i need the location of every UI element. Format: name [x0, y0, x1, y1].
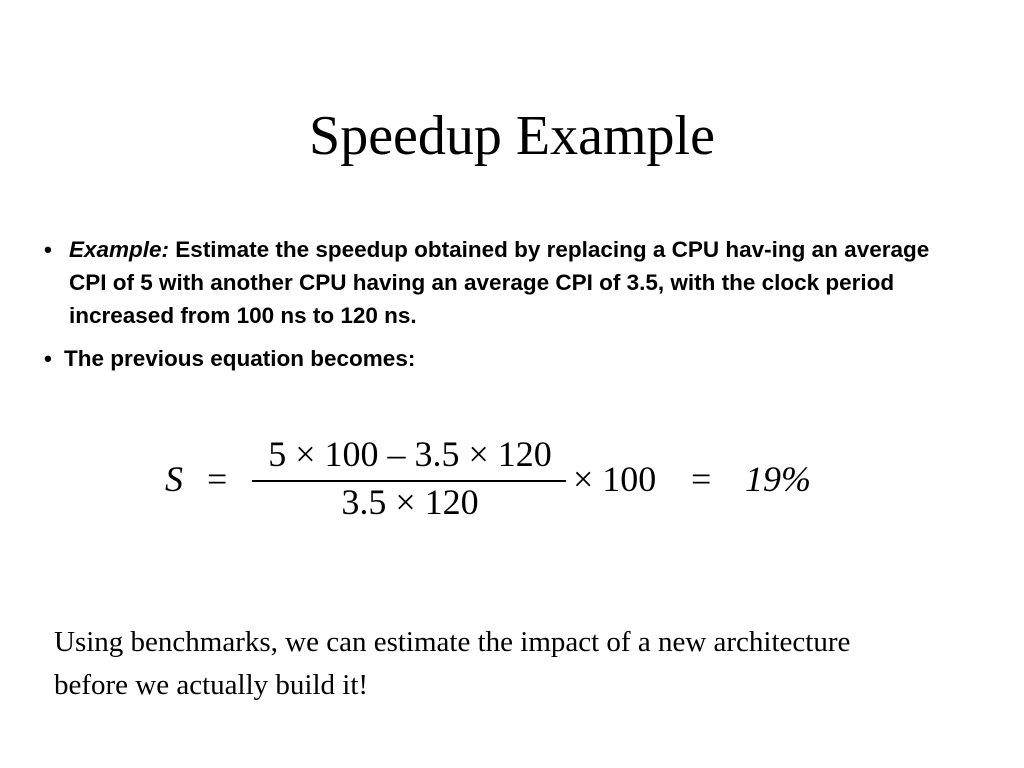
equation-fraction — [250, 434, 570, 524]
equation-denominator: 3.5 × 120 — [341, 482, 479, 522]
example-lead-label: Example: — [69, 237, 170, 262]
slide-title: Speedup Example — [309, 105, 715, 167]
equation-equals-sign-2: = — [691, 459, 712, 499]
bullet-list — [44, 233, 964, 375]
equation-equals-sign: = — [207, 459, 228, 499]
bullet-item-example — [44, 233, 964, 332]
bullet-item-equation-intro — [44, 342, 964, 375]
bullet-marker: • — [44, 237, 52, 262]
equation-numerator: 5 × 100 – 3.5 × 120 — [268, 434, 552, 474]
speedup-equation — [165, 434, 845, 524]
equation-multiplier: × 100 — [573, 459, 657, 499]
example-description: Estimate the speedup obtained by replacing a CPU hav-ing an average CPI of 5 with another CPU having an average CPI of 3.5, with the clock period increased from 100 ns to 120 ns. — [69, 237, 930, 328]
equation-intro-text: The previous equation becomes: — [64, 346, 416, 371]
bullet-marker: • — [44, 346, 52, 371]
conclusion-text: Using benchmarks, we can estimate the impact of a new architecture before we actually build it! — [54, 626, 851, 701]
equation-result: 19% — [745, 459, 811, 499]
equation-lhs: S — [165, 459, 183, 499]
